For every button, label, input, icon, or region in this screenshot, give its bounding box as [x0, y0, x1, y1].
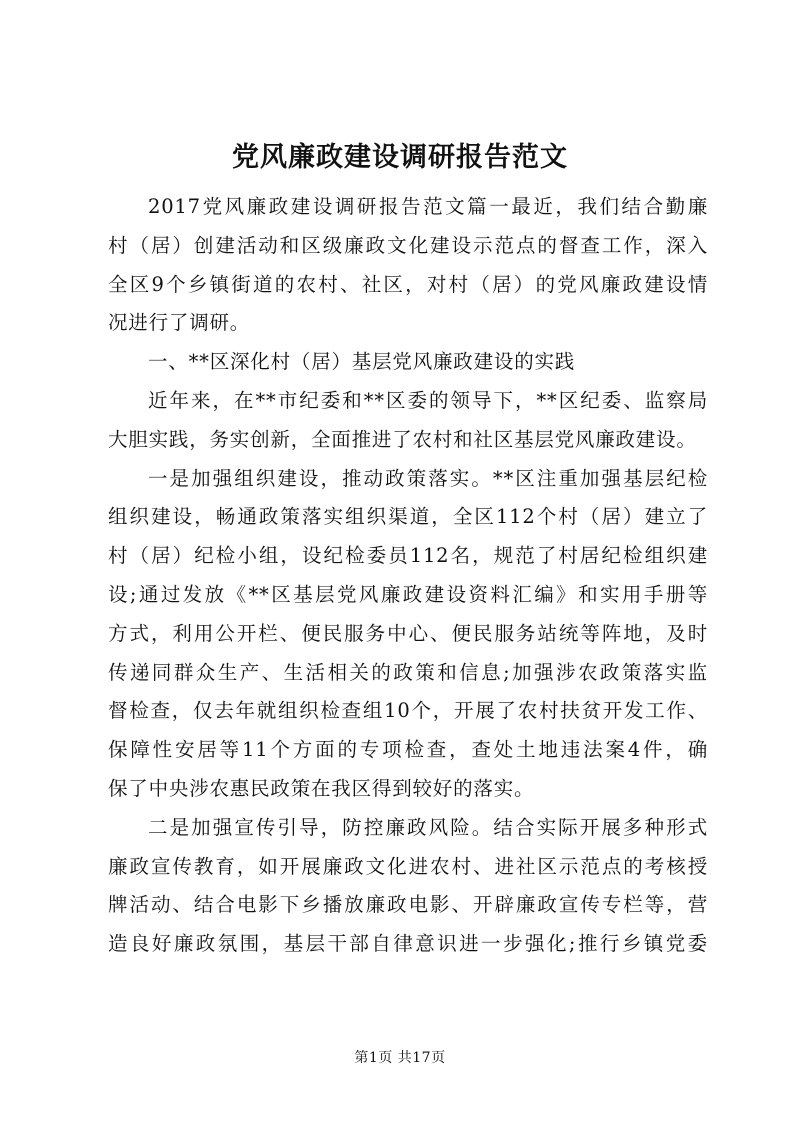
paragraph-4-line-4: 造良好廉政氛围，基层干部自律意识进一步强化;推行乡镇党委: [108, 932, 708, 956]
paragraph-3-line-9: 保了中央涉农惠民政策在我区得到较好的落实。: [108, 776, 535, 800]
paragraph-3-line-6: 传递同群众生产、生活相关的政策和信息;加强涉农政策落实监: [108, 660, 708, 684]
paragraph-2-line-2: 大胆实践，务实创新，全面推进了农村和社区基层党风廉政建设。: [108, 427, 697, 451]
paragraph-3-line-8: 保障性安居等11个方面的专项检查，查处土地违法案4件，确: [108, 738, 708, 762]
document-title: 党风廉政建设调研报告范文: [232, 142, 568, 173]
paragraph-3-line-7: 督检查，仅去年就组织检查组10个，开展了农村扶贫开发工作、: [108, 699, 708, 723]
paragraph-3-line-1: 一是加强组织建设，推动政策落实。**区注重加强基层纪检: [148, 466, 708, 490]
paragraph-1-line-3: 全区9个乡镇街道的农村、社区，对村（居）的党风廉政建设情: [108, 272, 708, 296]
paragraph-4-line-1: 二是加强宣传引导，防控廉政风险。结合实际开展多种形式: [148, 815, 708, 839]
paragraph-3-line-2: 组织建设，畅通政策落实组织渠道，全区112个村（居）建立了: [108, 505, 708, 529]
paragraph-1-line-1: 2017党风廉政建设调研报告范文篇一最近，我们结合勤廉: [148, 195, 708, 218]
paragraph-1-line-2: 村（居）创建活动和区级廉政文化建设示范点的督查工作，深入: [108, 233, 708, 257]
paragraph-3-line-3: 村（居）纪检小组，设纪检委员112名，规范了村居纪检组织建: [108, 544, 708, 568]
section-heading-1: 一、**区深化村（居）基层党风廉政建设的实践: [148, 350, 576, 374]
paragraph-3-line-4: 设;通过发放《**区基层党风廉政建设资料汇编》和实用手册等: [108, 582, 708, 606]
document-body: [108, 188, 708, 964]
paragraph-4-line-2: 廉政宣传教育，如开展廉政文化进农村、进社区示范点的考核授: [108, 854, 708, 878]
paragraph-4-line-3: 牌活动、结合电影下乡播放廉政电影、开辟廉政宣传专栏等，营: [108, 893, 708, 917]
paragraph-3-line-5: 方式，利用公开栏、便民服务中心、便民服务站统等阵地，及时: [108, 621, 708, 645]
page-footer: 第1页 共17页: [354, 1050, 446, 1066]
paragraph-1-line-4: 况进行了调研。: [108, 311, 251, 335]
paragraph-2-line-1: 近年来，在**市纪委和**区委的领导下，**区纪委、监察局: [148, 388, 708, 412]
